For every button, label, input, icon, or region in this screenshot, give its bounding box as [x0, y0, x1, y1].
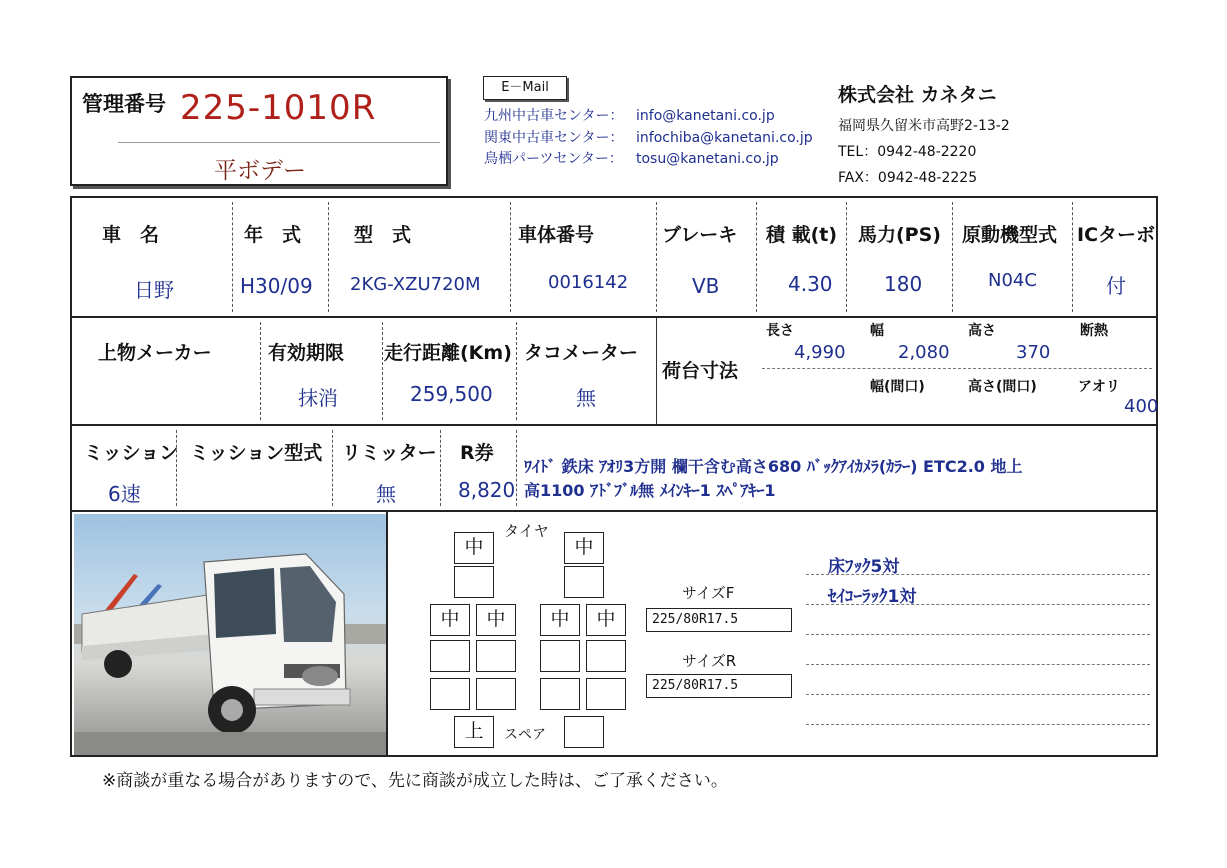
col-divider [516, 430, 517, 506]
email-center: 関東中古車センター： [484, 129, 624, 146]
company-name: 株式会社 カネタニ [838, 84, 997, 106]
body-type: 平ボデー [214, 158, 306, 184]
label-length: 長さ [766, 323, 794, 339]
note-line [806, 604, 1150, 605]
tire-blank [540, 678, 580, 710]
email-center: 九州中古車センター： [484, 108, 624, 124]
tire-rear-right-outer: 中 [586, 604, 626, 636]
col-divider [756, 202, 757, 312]
col-divider [332, 430, 333, 506]
tire-front-left-blank [454, 566, 494, 598]
label-transmission-model: ミッション型式 [190, 442, 323, 464]
email-list [484, 106, 813, 171]
label-horsepower: 馬力(PS) [858, 224, 941, 246]
notes-line-2: 高1100 ｱﾄﾞﾌﾞﾙ無 ﾒｲﾝｷｰ1 ｽﾍﾟｱｷｰ1 [524, 481, 776, 500]
value-gate: 400 [1124, 396, 1159, 417]
label-spare: スペア [504, 727, 546, 743]
row-divider [72, 424, 1156, 426]
value-height: 370 [1016, 342, 1051, 363]
email-address[interactable]: infochiba@kanetani.co.jp [636, 129, 813, 146]
value-tachometer: 無 [576, 386, 596, 410]
company-address: 福岡県久留米市高野2-13-2 [838, 118, 1010, 134]
footer-notice: ※商談が重なる場合がありますので、先に商談が成立した時は、ご了承ください。 [102, 771, 728, 791]
tire-front-left: 中 [454, 532, 494, 564]
value-length: 4,990 [794, 342, 846, 363]
spec-sheet [70, 196, 1158, 757]
tire-spare-blank [564, 716, 604, 748]
col-divider [510, 202, 511, 312]
col-divider [328, 202, 329, 312]
email-row [484, 149, 813, 171]
value-chassis-number: 0016142 [548, 272, 629, 293]
label-tire: タイヤ [504, 522, 549, 540]
value-r-ticket: 8,820 [458, 478, 516, 502]
row-divider-dashed [762, 368, 1152, 369]
note-line [806, 724, 1150, 725]
label-size-front: サイズF [682, 584, 735, 602]
email-address[interactable]: tosu@kanetani.co.jp [636, 151, 779, 167]
tire-blank [430, 640, 470, 672]
col-divider [440, 430, 441, 506]
email-label-box [483, 76, 567, 100]
label-height: 高さ [968, 323, 996, 339]
tire-front-right: 中 [564, 532, 604, 564]
email-label: E－Mail [501, 80, 549, 95]
label-transmission: ミッション [84, 442, 179, 464]
label-inspection-expiry: 有効期限 [268, 342, 345, 364]
label-inner-height: 高さ(間口) [968, 379, 1037, 395]
label-width: 幅 [870, 323, 884, 339]
value-vehicle-name: 日野 [134, 278, 174, 302]
col-divider [260, 322, 261, 420]
label-brake: ブレーキ [662, 224, 738, 246]
extra-item: 床ﾌｯｸ5対 [828, 557, 900, 577]
value-size-rear: 225/80R17.5 [646, 674, 792, 698]
company-fax: FAX：0942-48-2225 [838, 170, 978, 186]
email-address[interactable]: info@kanetani.co.jp [636, 108, 775, 124]
tire-blank [540, 640, 580, 672]
tire-rear-left-inner: 中 [476, 604, 516, 636]
label-size-rear: サイズR [682, 652, 737, 670]
col-divider [516, 322, 517, 420]
col-divider [656, 202, 657, 312]
value-horsepower: 180 [884, 272, 923, 296]
truck-illustration [74, 514, 386, 755]
label-load-capacity: 積 載(t) [766, 224, 838, 246]
tire-blank [586, 640, 626, 672]
company-info [838, 80, 1010, 187]
value-brake: VB [692, 274, 720, 298]
label-inner-width: 幅(間口) [870, 379, 925, 395]
label-year: 年 式 [244, 224, 302, 246]
management-box [70, 76, 448, 186]
col-divider [846, 202, 847, 312]
mgmt-divider [118, 142, 440, 143]
value-transmission: 6速 [108, 482, 141, 506]
row-divider [72, 510, 1156, 512]
note-line [806, 634, 1150, 635]
label-vehicle-name: 車 名 [102, 224, 160, 246]
value-model: 2KG-XZU720M [350, 274, 481, 295]
value-size-front: 225/80R17.5 [646, 608, 792, 632]
tire-rear-right-inner: 中 [540, 604, 580, 636]
label-speed-limiter: リミッター [342, 442, 437, 464]
label-cargo-dimensions: 荷台寸法 [662, 360, 739, 382]
mgmt-label: 管理番号 [82, 92, 166, 116]
label-chassis-number: 車体番号 [518, 224, 595, 246]
label-r-ticket: R券 [460, 442, 494, 464]
note-line [806, 694, 1150, 695]
email-row [484, 106, 813, 128]
note-line [806, 664, 1150, 665]
notes-line-1: ﾜｲﾄﾞ 鉄床 ｱｵﾘ3方開 欄干含む高さ680 ﾊﾞｯｸｱｲｶﾒﾗ(ｶﾗｰ) ETC2.0 地上 [524, 457, 1023, 476]
tire-rear-left-outer: 中 [430, 604, 470, 636]
tire-spare: 上 [454, 716, 494, 748]
label-model: 型 式 [354, 224, 412, 246]
label-ic-turbo: ICターボ [1077, 224, 1156, 246]
tire-blank [586, 678, 626, 710]
col-divider [382, 322, 383, 420]
label-engine-model: 原動機型式 [962, 224, 1058, 246]
row-divider [72, 316, 1156, 318]
col-divider [1072, 202, 1073, 312]
col-divider [952, 202, 953, 312]
value-mileage: 259,500 [410, 382, 493, 406]
extra-item: ｾｲｺｰﾗｯｸ1対 [828, 587, 917, 607]
label-tachometer: タコメーター [524, 342, 639, 364]
value-engine-model: N04C [988, 270, 1037, 291]
mgmt-number: 225-1010R [180, 88, 377, 128]
label-mileage: 走行距離(Km) [384, 342, 512, 364]
value-year: H30/09 [240, 274, 313, 298]
label-insulation: 断熱 [1080, 323, 1108, 339]
email-center: 鳥栖パーツセンター： [484, 151, 623, 167]
note-line [806, 574, 1150, 575]
photo-divider [386, 512, 388, 757]
vehicle-photo [74, 514, 386, 755]
value-inspection-expiry: 抹消 [298, 386, 338, 410]
tire-blank [476, 678, 516, 710]
value-width: 2,080 [898, 342, 950, 363]
value-load-capacity: 4.30 [788, 272, 833, 296]
col-divider [656, 318, 657, 424]
tire-blank [476, 640, 516, 672]
value-ic-turbo: 付 [1106, 274, 1126, 298]
label-body-maker: 上物メーカー [98, 342, 212, 364]
company-tel: TEL：0942-48-2220 [838, 144, 977, 160]
tire-front-right-blank [564, 566, 604, 598]
email-row [484, 128, 813, 150]
label-gate: アオリ [1078, 379, 1120, 395]
col-divider [232, 202, 233, 312]
tire-blank [430, 678, 470, 710]
value-speed-limiter: 無 [376, 482, 396, 506]
